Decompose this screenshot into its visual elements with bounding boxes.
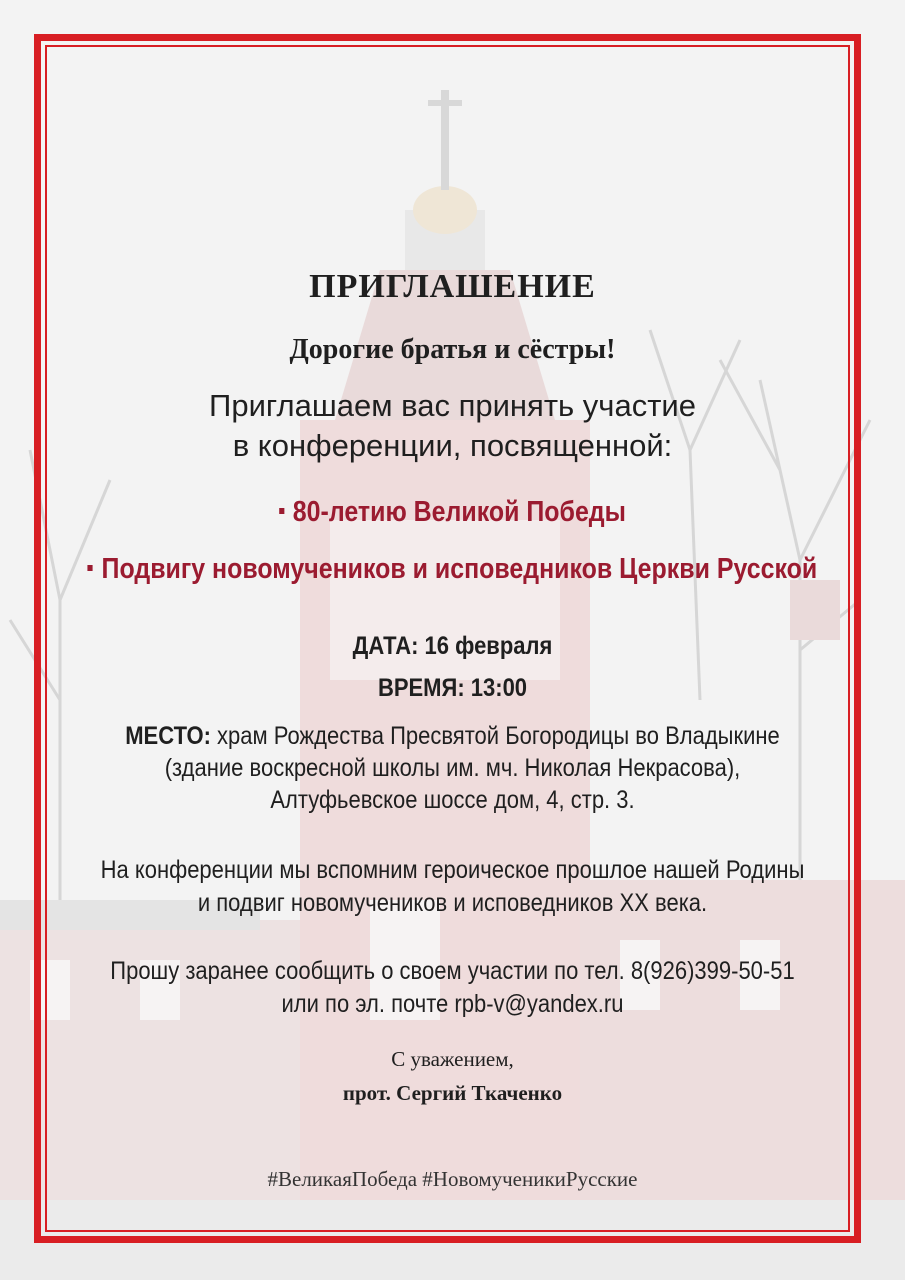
event-place: [54, 720, 850, 816]
event-date: [54, 632, 850, 661]
place-line-3: Алтуфьевское шоссе дом, 4, стр. 3.: [270, 786, 635, 814]
intro-line-2: в конференции, посвященной:: [232, 428, 673, 463]
topic-new-martyrs-text: Подвигу новомучеников и исповедников Церкви Русской: [101, 553, 818, 585]
contact-line-2: или по эл. почте rpb-v@yandex.ru: [281, 990, 624, 1018]
hashtags: #ВеликаяПобеда #НовомученикиРусские: [267, 1167, 638, 1191]
place-label: МЕСТО:: [125, 722, 211, 750]
time-value: 13:00: [470, 674, 528, 702]
bullet-icon: [279, 508, 284, 514]
regards: С уважением,: [391, 1047, 514, 1071]
conference-description: [54, 854, 850, 920]
place-line-2: (здание воскресной школы им. мч. Николая Некрасова),: [164, 754, 741, 782]
greeting: Дорогие братья и сёстры!: [289, 334, 616, 365]
about-line-2: и подвиг новомучеников и исповедников ХХ века.: [197, 889, 708, 917]
about-line-1: На конференции мы вспомним героическое прошлое нашей Родины: [100, 856, 805, 884]
contact-info: [54, 955, 850, 1021]
event-time: [54, 674, 850, 703]
intro-text: [0, 386, 905, 466]
place-line-1: храм Рождества Пресвятой Богородицы во Владыкине: [217, 722, 780, 750]
topic-new-martyrs: [63, 553, 841, 586]
intro-line-1: Приглашаем вас принять участие: [209, 388, 696, 423]
time-label: ВРЕМЯ:: [377, 674, 465, 702]
contact-line-1: Прошу заранее сообщить о своем участии по тел. 8(926)399-50-51: [110, 957, 795, 985]
topic-victory: [63, 496, 841, 529]
topic-victory-text: 80-летию Великой Победы: [292, 496, 626, 528]
date-value: 16 февраля: [424, 632, 553, 660]
bullet-icon: [88, 565, 93, 571]
signature: прот. Сергий Ткаченко: [342, 1081, 563, 1105]
invitation-title: ПРИГЛАШЕНИЕ: [309, 268, 596, 305]
date-label: ДАТА:: [352, 632, 419, 660]
